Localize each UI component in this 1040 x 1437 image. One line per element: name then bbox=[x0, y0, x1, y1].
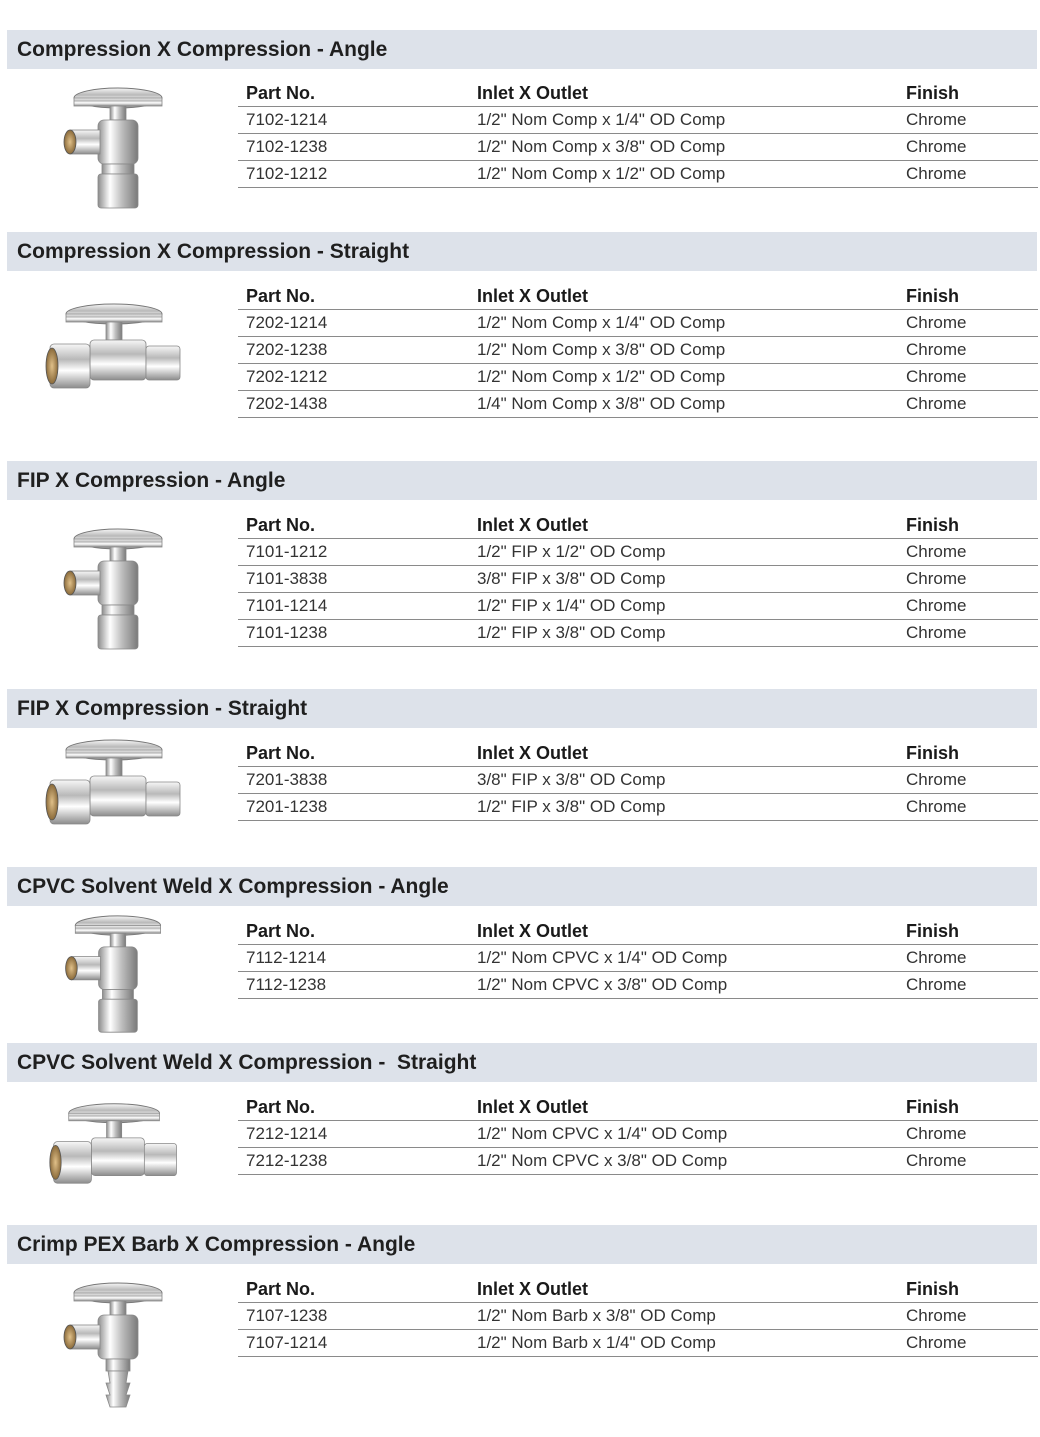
table-row bbox=[238, 945, 1038, 972]
finish-cell: Chrome bbox=[906, 164, 967, 183]
column-header-finish: Finish bbox=[906, 1097, 959, 1117]
table-row bbox=[238, 1303, 1038, 1330]
column-header-inlet-outlet: Inlet X Outlet bbox=[477, 1279, 589, 1299]
column-header-part: Part No. bbox=[246, 1097, 316, 1117]
section-title: FIP X Compression - Angle bbox=[7, 461, 1037, 500]
part-number-cell: 7107-1214 bbox=[246, 1333, 328, 1352]
parts-table bbox=[238, 78, 1038, 188]
inlet-outlet-cell: 1/2" FIP x 1/2" OD Comp bbox=[477, 542, 666, 561]
column-header-inlet-outlet: Inlet X Outlet bbox=[477, 921, 589, 941]
column-header-part: Part No. bbox=[246, 1279, 316, 1299]
parts-table bbox=[238, 510, 1038, 647]
part-number-cell: 7102-1238 bbox=[246, 137, 328, 156]
finish-cell: Chrome bbox=[906, 110, 967, 129]
column-header-inlet-outlet: Inlet X Outlet bbox=[477, 743, 589, 763]
inlet-outlet-cell: 1/2" FIP x 3/8" OD Comp bbox=[477, 797, 666, 816]
table-header-row bbox=[238, 281, 1038, 310]
table-header-row bbox=[238, 78, 1038, 107]
inlet-outlet-cell: 1/2" FIP x 1/4" OD Comp bbox=[477, 596, 666, 615]
parts-table bbox=[238, 916, 1038, 999]
valve-image bbox=[36, 300, 196, 410]
column-header-inlet-outlet: Inlet X Outlet bbox=[477, 83, 589, 103]
inlet-outlet-cell: 1/2" Nom CPVC x 3/8" OD Comp bbox=[477, 1151, 728, 1170]
finish-cell: Chrome bbox=[906, 797, 967, 816]
inlet-outlet-cell: 3/8" FIP x 3/8" OD Comp bbox=[477, 569, 666, 588]
inlet-outlet-cell: 1/2" Nom CPVC x 1/4" OD Comp bbox=[477, 948, 728, 967]
finish-cell: Chrome bbox=[906, 1124, 967, 1143]
column-header-inlet-outlet: Inlet X Outlet bbox=[477, 1097, 589, 1117]
valve-image bbox=[36, 84, 196, 214]
part-number-cell: 7201-1238 bbox=[246, 797, 328, 816]
part-number-cell: 7202-1238 bbox=[246, 340, 328, 359]
table-row bbox=[238, 337, 1038, 364]
valve-image bbox=[36, 1276, 196, 1412]
section-title: Crimp PEX Barb X Compression - Angle bbox=[7, 1225, 1037, 1264]
part-number-cell: 7101-3838 bbox=[246, 569, 328, 588]
finish-cell: Chrome bbox=[906, 948, 967, 967]
inlet-outlet-cell: 1/4" Nom Comp x 3/8" OD Comp bbox=[477, 394, 726, 413]
inlet-outlet-cell: 1/2" Nom Comp x 3/8" OD Comp bbox=[477, 137, 726, 156]
table-row bbox=[238, 391, 1038, 418]
table-row bbox=[238, 972, 1038, 999]
column-header-finish: Finish bbox=[906, 743, 959, 763]
inlet-outlet-cell: 1/2" Nom CPVC x 3/8" OD Comp bbox=[477, 975, 728, 994]
column-header-finish: Finish bbox=[906, 515, 959, 535]
section-title: Compression X Compression - Angle bbox=[7, 30, 1037, 69]
table-header-row bbox=[238, 1092, 1038, 1121]
part-number-cell: 7101-1212 bbox=[246, 542, 328, 561]
finish-cell: Chrome bbox=[906, 770, 967, 789]
part-number-cell: 7112-1214 bbox=[246, 948, 327, 967]
column-header-finish: Finish bbox=[906, 286, 959, 306]
table-row bbox=[238, 767, 1038, 794]
parts-table bbox=[238, 738, 1038, 821]
table-row bbox=[238, 539, 1038, 566]
inlet-outlet-cell: 1/2" Nom Comp x 1/4" OD Comp bbox=[477, 110, 726, 129]
inlet-outlet-cell: 1/2" Nom CPVC x 1/4" OD Comp bbox=[477, 1124, 728, 1143]
column-header-part: Part No. bbox=[246, 83, 316, 103]
column-header-part: Part No. bbox=[246, 515, 316, 535]
table-row bbox=[238, 620, 1038, 647]
section-title: FIP X Compression - Straight bbox=[7, 689, 1037, 728]
inlet-outlet-cell: 1/2" FIP x 3/8" OD Comp bbox=[477, 623, 666, 642]
parts-table bbox=[238, 281, 1038, 418]
column-header-inlet-outlet: Inlet X Outlet bbox=[477, 515, 589, 535]
section-title: CPVC Solvent Weld X Compression - Angle bbox=[7, 867, 1037, 906]
part-number-cell: 7101-1214 bbox=[246, 596, 328, 615]
part-number-cell: 7202-1438 bbox=[246, 394, 328, 413]
inlet-outlet-cell: 1/2" Nom Comp x 3/8" OD Comp bbox=[477, 340, 726, 359]
table-header-row bbox=[238, 1274, 1038, 1303]
finish-cell: Chrome bbox=[906, 1333, 967, 1352]
table-row bbox=[238, 161, 1038, 188]
table-row bbox=[238, 593, 1038, 620]
table-row bbox=[238, 794, 1038, 821]
finish-cell: Chrome bbox=[906, 313, 967, 332]
part-number-cell: 7202-1214 bbox=[246, 313, 328, 332]
table-row bbox=[238, 1121, 1038, 1148]
finish-cell: Chrome bbox=[906, 367, 967, 386]
column-header-part: Part No. bbox=[246, 743, 316, 763]
valve-image bbox=[36, 912, 196, 1038]
part-number-cell: 7102-1214 bbox=[246, 110, 328, 129]
finish-cell: Chrome bbox=[906, 137, 967, 156]
part-number-cell: 7107-1238 bbox=[246, 1306, 328, 1325]
inlet-outlet-cell: 1/2" Nom Comp x 1/2" OD Comp bbox=[477, 164, 726, 183]
table-row bbox=[238, 1330, 1038, 1357]
finish-cell: Chrome bbox=[906, 596, 967, 615]
finish-cell: Chrome bbox=[906, 394, 967, 413]
valve-image bbox=[36, 520, 196, 660]
table-header-row bbox=[238, 510, 1038, 539]
section-title: CPVC Solvent Weld X Compression - Straight bbox=[7, 1043, 1037, 1082]
part-number-cell: 7202-1212 bbox=[246, 367, 328, 386]
finish-cell: Chrome bbox=[906, 542, 967, 561]
table-header-row bbox=[238, 738, 1038, 767]
inlet-outlet-cell: 1/2" Nom Barb x 3/8" OD Comp bbox=[477, 1306, 716, 1325]
table-row bbox=[238, 566, 1038, 593]
inlet-outlet-cell: 1/2" Nom Comp x 1/4" OD Comp bbox=[477, 313, 726, 332]
column-header-part: Part No. bbox=[246, 286, 316, 306]
finish-cell: Chrome bbox=[906, 975, 967, 994]
table-row bbox=[238, 310, 1038, 337]
part-number-cell: 7212-1214 bbox=[246, 1124, 328, 1143]
column-header-inlet-outlet: Inlet X Outlet bbox=[477, 286, 589, 306]
parts-table bbox=[238, 1274, 1038, 1357]
part-number-cell: 7112-1238 bbox=[246, 975, 327, 994]
column-header-finish: Finish bbox=[906, 83, 959, 103]
table-row bbox=[238, 134, 1038, 161]
inlet-outlet-cell: 1/2" Nom Barb x 1/4" OD Comp bbox=[477, 1333, 716, 1352]
column-header-finish: Finish bbox=[906, 1279, 959, 1299]
finish-cell: Chrome bbox=[906, 1151, 967, 1170]
table-header-row bbox=[238, 916, 1038, 945]
table-row bbox=[238, 1148, 1038, 1175]
part-number-cell: 7102-1212 bbox=[246, 164, 328, 183]
part-number-cell: 7101-1238 bbox=[246, 623, 328, 642]
inlet-outlet-cell: 3/8" FIP x 3/8" OD Comp bbox=[477, 770, 666, 789]
parts-table bbox=[238, 1092, 1038, 1175]
table-row bbox=[238, 107, 1038, 134]
inlet-outlet-cell: 1/2" Nom Comp x 1/2" OD Comp bbox=[477, 367, 726, 386]
column-header-part: Part No. bbox=[246, 921, 316, 941]
section-title: Compression X Compression - Straight bbox=[7, 232, 1037, 271]
finish-cell: Chrome bbox=[906, 623, 967, 642]
table-row bbox=[238, 364, 1038, 391]
column-header-finish: Finish bbox=[906, 921, 959, 941]
finish-cell: Chrome bbox=[906, 1306, 967, 1325]
valve-image bbox=[36, 1100, 196, 1204]
valve-image bbox=[36, 736, 196, 846]
part-number-cell: 7212-1238 bbox=[246, 1151, 328, 1170]
finish-cell: Chrome bbox=[906, 569, 967, 588]
finish-cell: Chrome bbox=[906, 340, 967, 359]
part-number-cell: 7201-3838 bbox=[246, 770, 328, 789]
